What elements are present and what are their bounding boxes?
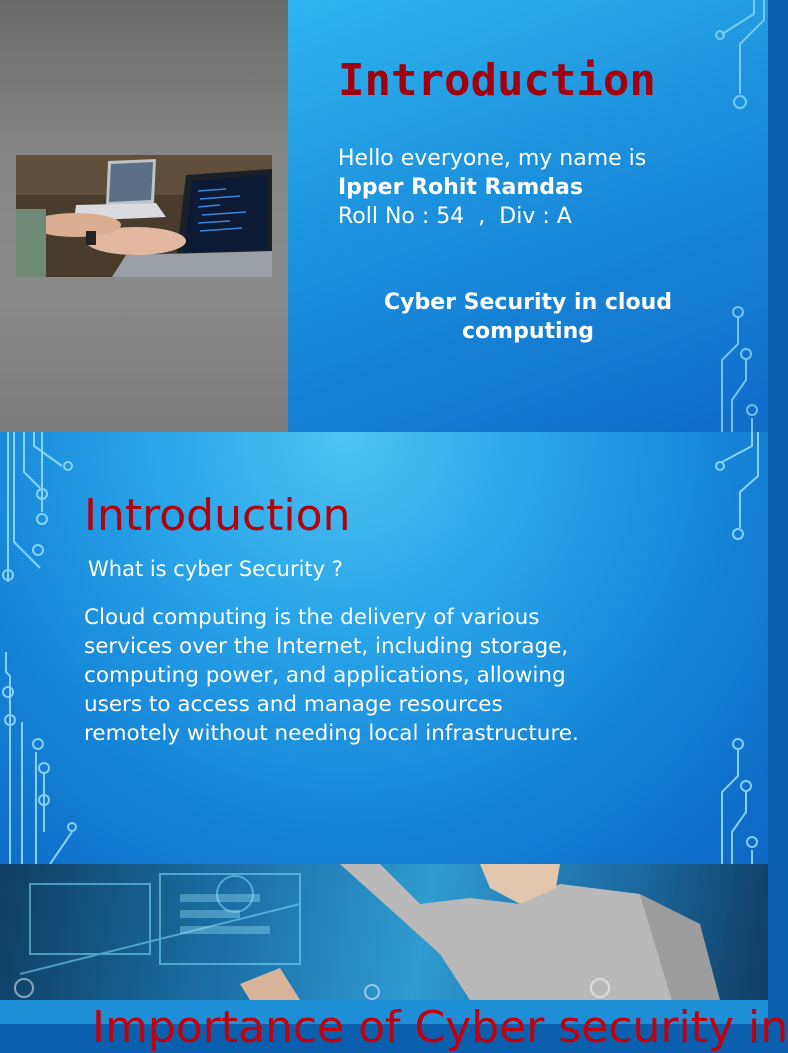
- slide-2-body-text: Cloud computing is the delivery of various services over the Internet, including storage, computing power, and applications, allowing users to access and manage resources remotely without needing local infrastructure.: [84, 605, 579, 746]
- slide-2-subtitle: What is cyber Security ?: [88, 557, 343, 581]
- slide-1-title: Introduction: [338, 55, 656, 106]
- slide-1: [0, 0, 768, 432]
- slide-3: [0, 864, 788, 1053]
- slide-2-title: Introduction: [84, 490, 351, 541]
- slide-2: [0, 432, 768, 864]
- circuit-decoration-icon: [712, 732, 768, 864]
- presenter-name: Ipper Rohit Ramdas: [338, 175, 583, 200]
- circuit-decoration-icon: [0, 432, 80, 582]
- circuit-decoration-icon: [712, 300, 768, 432]
- intro-text: [338, 144, 646, 231]
- circuit-decoration-icon: [700, 432, 768, 542]
- circuit-decoration-icon: [700, 0, 768, 110]
- tech-person-photo-icon: [0, 864, 768, 1000]
- greeting-text: Hello everyone, my name is: [338, 146, 647, 171]
- tech-person-photo-svg: [0, 864, 768, 1000]
- laptop-photo-icon: [16, 155, 272, 277]
- slide-1-left-panel: [0, 0, 288, 432]
- topic-title: Cyber Security in cloud computing: [383, 290, 672, 344]
- laptop-photo-svg: [16, 155, 272, 277]
- slide-3-title: Importance of Cyber security in: [92, 1002, 788, 1053]
- circuit-decoration-icon: [0, 652, 80, 864]
- roll-div-text: Roll No : 54 , Div : A: [338, 204, 572, 229]
